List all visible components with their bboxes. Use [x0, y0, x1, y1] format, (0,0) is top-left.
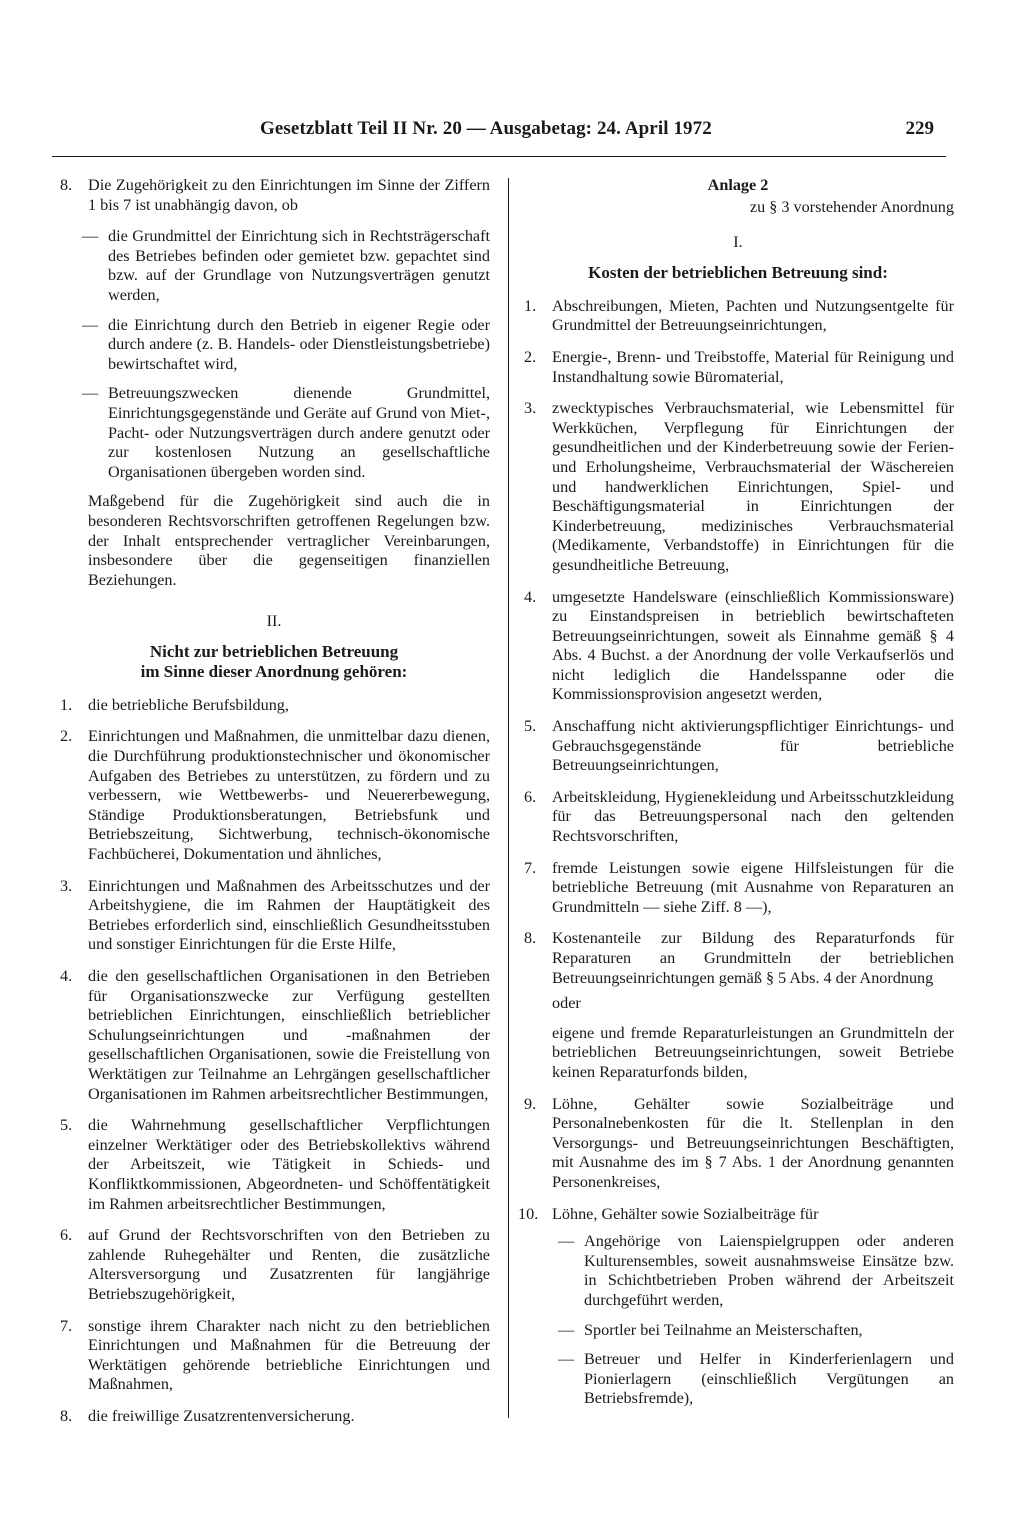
list-item	[58, 1317, 490, 1395]
list-item	[58, 1226, 490, 1304]
list-item	[522, 588, 954, 706]
section-heading	[58, 642, 490, 682]
item-text: die freiwillige Zusatzrentenversicherung.	[88, 1406, 355, 1425]
section-number: I.	[733, 233, 743, 252]
dash-item	[522, 1232, 954, 1310]
dash-text: Angehörige von Laienspielgruppen oder anderen Kulturensembles, soweit ausnahmsweise Einsätze bzw. in Schichtbetrieben Proben während der Arbeitszeit durchgeführt werden,	[584, 1232, 954, 1309]
item-number: 7.	[60, 1316, 73, 1335]
list-item	[522, 348, 954, 387]
closing-paragraph: Maßgebend für die Zugehörigkeit sind auch die in besonderen Rechtsvorschriften getroffenen Regelungen bzw. der Inhalt entsprechender vertraglicher Vereinbarungen, insbesondere über die gegenseitigen finanziellen Beziehungen.	[88, 492, 490, 589]
heading-line: im Sinne dieser Anordnung gehören:	[140, 661, 408, 681]
item-number: 7.	[524, 858, 537, 877]
dash-text: Betreuungszwecken dienende Grundmittel, Einrichtungsgegenstände und Geräte auf Grund von Miet-, Pacht- oder Nutzungsverträgen durch andere genutzt oder zur kostenlosen Nutzung an gesellschaftliche Organisationen übergeben worden sind.	[108, 384, 490, 481]
dash-mark: —	[82, 384, 99, 403]
item-text: auf Grund der Rechtsvorschriften von den Betrieben zu zahlende Ruhegehälter und Renten, die zusätzliche Altersversorgung und Zusatzrenten für langjährige Betriebszugehörigkeit,	[88, 1226, 490, 1303]
item-text: Löhne, Gehälter sowie Sozialbeiträge für	[552, 1204, 819, 1223]
list-item	[58, 1116, 490, 1214]
item-number: 8.	[60, 1406, 73, 1425]
item-text: Anschaffung nicht aktivierungspflichtiger Einrichtungs- und Gebrauchsgegenstände für betriebliche Betreuungseinrichtungen,	[552, 717, 954, 775]
dash-mark: —	[558, 1232, 575, 1251]
dash-mark: —	[558, 1350, 575, 1369]
item-number: 4.	[60, 967, 73, 985]
item-text: Die Zugehörigkeit zu den Einrichtungen im Sinne der Ziffern 1 bis 7 ist unabhängig davon, ob	[88, 176, 490, 214]
list-item	[58, 967, 490, 1104]
item-number: 4.	[524, 587, 537, 606]
dash-mark: —	[82, 315, 99, 334]
item-alt-text: eigene und fremde Reparaturleistungen an Grundmitteln der betrieblichen Betreuungseinrichtungen, soweit Betriebe keinen Reparaturfonds bilden,	[552, 1023, 954, 1081]
list-item	[518, 1204, 954, 1225]
page-number: 229	[905, 118, 934, 139]
item-text: fremde Leistungen sowie eigene Hilfsleistungen für die betriebliche Betreuung (mit Ausnahme von Reparaturen an Grundmitteln — siehe Ziff. 8 —),	[552, 858, 954, 916]
item-number: 1.	[524, 296, 537, 315]
item-text: die betriebliche Berufsbildung,	[88, 695, 289, 714]
item-text: die Wahrnehmung gesellschaftlicher Verpflichtungen einzelner Werktätiger oder des Betriebskollektivs während der Arbeitszeit, wie Tätigkeit in Schieds- und Konfliktkommissionen, Abgeordneten- und Schöffentätigkeit im Rahmen arbeitsrechtlicher Bestimmungen,	[88, 1116, 490, 1213]
item-text: Energie-, Brenn- und Treibstoffe, Material für Reinigung und Instandhaltung sowie Büromaterial,	[552, 347, 954, 386]
dash-item	[58, 316, 490, 375]
item-number: 2.	[524, 347, 537, 366]
left-column	[58, 176, 490, 1438]
list-item	[58, 176, 490, 215]
list-item	[522, 297, 954, 336]
item-text: zwecktypisches Verbrauchsmaterial, wie Lebensmittel für Werkküchen, Verpflegung für Einrichtungen der gesundheitlichen und der Kinderbetreuung sowie der Ferien- und Erholungsheime, Verbrauchsmaterial der Wäschereien und handwerklichen Einrichtungen, Spiel- und Beschäftigungsmaterial in Einrichtungen der Kinderbetreuung, medizinisches Verbrauchsmaterial (Medikamente, Verbandstoffe) in Einrichtungen für die gesundheitliche Betreuung,	[552, 399, 954, 574]
annex-subtitle: zu § 3 vorstehender Anordnung	[749, 197, 954, 216]
item-number: 8.	[524, 929, 537, 948]
list-item	[522, 929, 954, 988]
dash-text: die Einrichtung durch den Betrieb in eigener Regie oder durch andere (z. B. Handels- oder Dienstleistungsbetriebe) bewirtschaftet wird,	[108, 315, 490, 373]
item-number: 5.	[524, 717, 537, 736]
item-text: Arbeitskleidung, Hygienekleidung und Arbeitsschutzkleidung für das Betreuungspersonal nach den geltenden Rechtsvorschriften,	[552, 787, 954, 846]
list-item	[522, 399, 954, 575]
dash-text: die Grundmittel der Einrichtung sich in Rechtsträgerschaft des Betriebes befinden oder gemietet bzw. gepachtet sind bzw. auf der Grundlage von Nutzungsverträgen genutzt werden,	[108, 227, 490, 304]
gazette-title: Gesetzblatt Teil II Nr. 20 — Ausgabetag: 24. April 1972	[260, 118, 712, 139]
item-text: sonstige ihrem Charakter nach nicht zu den betrieblichen Einrichtungen und Maßnahmen für die Betreuung der Werktätigen gehörende betriebliche Einrichtungen und Maßnahmen,	[88, 1316, 490, 1394]
item-text: Abschreibungen, Mieten, Pachten und Nutzungsentgelte für Grundmittel der Betreuungseinrichtungen,	[552, 296, 954, 335]
list-item	[58, 877, 490, 955]
dash-mark: —	[558, 1320, 575, 1339]
item-text: umgesetzte Handelsware (einschließlich Kommissionsware) zu Einstandspreisen in betrieblich bewirtschafteten Betreuungseinrichtungen, soweit als Einnahme gemäß § 4 Abs. 4 Buchst. a der Anordnung der volle Verkaufserlös und nicht lediglich die Handelsspanne oder die Kommissionsprovision angesetzt werden,	[552, 587, 954, 704]
section-number: II.	[266, 612, 282, 631]
annex-title: Anlage 2	[707, 176, 769, 194]
item-text: Einrichtungen und Maßnahmen des Arbeitsschutzes und der Arbeitshygiene, die im Rahmen der Hauptätigkeit des Betriebes erforderlich sind, einschließlich Gesundheitsstuben und sonstiger Einrichtungen für die Erste Hilfe,	[88, 876, 490, 954]
item-number: 5.	[60, 1116, 73, 1135]
item-number: 9.	[524, 1094, 537, 1113]
item-text: Kostenanteile zur Bildung des Reparaturfonds für Reparaturen an Grundmitteln der betrieblichen Betreuungseinrichtungen gemäß § 5 Abs. 4 der Anordnung	[552, 929, 954, 987]
oder-text: oder	[552, 994, 581, 1013]
list-item	[58, 696, 490, 716]
dash-text: Betreuer und Helfer in Kinderferienlagern und Pionierlagern (einschließlich Vergütungen an Betriebsfremde),	[584, 1350, 954, 1408]
dash-item	[58, 227, 490, 305]
list-item	[58, 1407, 490, 1427]
dash-text: Sportler bei Teilnahme an Meisterschaften,	[584, 1320, 863, 1339]
right-column	[518, 176, 954, 1419]
section-heading: Kosten der betrieblichen Betreuung sind:	[588, 262, 888, 282]
dash-item	[58, 384, 490, 482]
dash-mark: —	[82, 227, 99, 246]
item-text: Löhne, Gehälter sowie Sozialbeiträge und Personalnebenkosten für die lt. Stellenplan in den Versorgungs- und Betreuungseinrichtungen Beschäftigten, mit Ausnahme des im § 7 Abs. 1 der Anordnung genannten Personenkreises,	[552, 1094, 954, 1191]
item-number: 1.	[60, 695, 73, 714]
list-item	[58, 727, 490, 864]
dash-item	[522, 1350, 954, 1409]
item-number: 2.	[60, 727, 73, 746]
item-number: 6.	[60, 1226, 73, 1245]
item-number: 8.	[60, 176, 73, 194]
item-number: 3.	[60, 876, 73, 895]
list-item	[522, 1095, 954, 1193]
column-divider	[508, 178, 509, 1418]
item-text: die den gesellschaftlichen Organisationen in den Betrieben für Organisationszwecke zur Verfügung gestellten betrieblichen Einrichtungen, einschließlich betrieblicher Schulungseinrichtungen und -maßnahmen der gesellschaftlichen Organisationen, sowie die Freistellung von Werktätigen zur Teilnahme an Lehrgängen gesellschaftlicher Organisationen im Rahmen arbeitsrechtlicher Bestimmungen,	[88, 967, 490, 1103]
page-header	[52, 116, 946, 157]
list-item	[522, 717, 954, 776]
item-number: 10.	[518, 1204, 539, 1223]
dash-item	[522, 1321, 954, 1341]
list-item	[522, 859, 954, 918]
item-number: 3.	[524, 399, 537, 418]
item-number: 6.	[524, 787, 537, 806]
heading-line: Nicht zur betrieblichen Betreuung	[149, 641, 399, 661]
item-text: Einrichtungen und Maßnahmen, die unmittelbar dazu dienen, die Durchführung produktionstechnischer und ökonomischer Aufgaben des Betriebes zu unterstützen, zu fördern und zu verbessern, wie Wettbewerbs- und Neuererbewegung, Ständige Produktionsberatungen, Betriebsfunk und Betriebszeitung, Sichtwerbung, technisch-ökonomische Fachbücherei, Dokumentation und ähnliches,	[88, 727, 490, 864]
list-item	[522, 788, 954, 847]
